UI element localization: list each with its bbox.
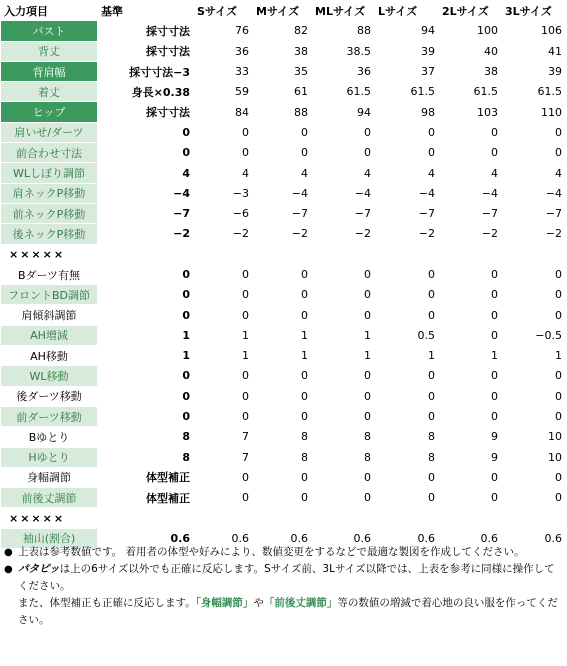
row-label: AH移動 xyxy=(30,349,68,363)
size-value-cell: 0 xyxy=(375,143,438,162)
size-value-cell: 0 xyxy=(364,308,371,322)
size-value-cell: −4 xyxy=(253,184,311,203)
size-value-cell: 0 xyxy=(439,407,501,426)
size-value-cell: −7 xyxy=(312,204,374,223)
size-value-cell: 88 xyxy=(312,21,374,40)
size-value-cell: 0 xyxy=(428,308,435,322)
size-value-cell xyxy=(253,245,311,264)
link-width-adjust[interactable]: 「身幅調節」 xyxy=(195,597,254,609)
table-header-row xyxy=(1,1,565,20)
row-label: 袖山(割合) xyxy=(1,529,97,548)
size-value-cell: 0 xyxy=(253,407,311,426)
row-base-value: 体型補正 xyxy=(146,471,190,485)
size-value-cell: −0.5 xyxy=(502,326,565,345)
size-value-cell: 100 xyxy=(439,21,501,40)
row-label: 肩傾斜調節 xyxy=(21,309,77,323)
size-value-cell: 0 xyxy=(253,488,311,507)
size-value-cell: −2 xyxy=(312,224,374,243)
size-value-cell: 38.5 xyxy=(312,42,374,61)
size-value-cell: 0 xyxy=(301,470,308,484)
row-base-value: 0 xyxy=(182,268,190,281)
row-label: ××××× xyxy=(1,245,97,264)
size-value-cell: 0 xyxy=(312,407,374,426)
size-value-cell: 0 xyxy=(491,268,498,281)
size-value-cell: 0 xyxy=(253,285,311,304)
header-size-l: Lサイズ xyxy=(375,1,438,20)
size-value-cell: 0 xyxy=(194,366,252,385)
size-value-cell: 98 xyxy=(375,102,438,121)
table-row xyxy=(1,346,565,365)
size-value-cell: 0 xyxy=(312,366,374,385)
row-base-value xyxy=(98,508,193,527)
row-base-value: 採寸寸法 xyxy=(98,21,193,40)
bullet-icon: ● xyxy=(4,547,13,558)
size-value-cell: 8 xyxy=(253,448,311,467)
size-value-cell xyxy=(439,508,501,527)
note-3-text-c: 等の数値の増減で着心地の良い服を作ってください。 xyxy=(18,597,558,626)
size-value-cell: 8 xyxy=(375,448,438,467)
size-value-cell: 61 xyxy=(253,82,311,101)
size-value-cell: 1 xyxy=(194,326,252,345)
size-value-cell: −6 xyxy=(194,204,252,223)
row-label: 後ネックP移動 xyxy=(1,224,97,243)
size-value-cell: 1 xyxy=(491,349,498,363)
row-base-value: 1 xyxy=(182,349,190,363)
row-label: 前ダーツ移動 xyxy=(1,407,97,426)
size-value-cell: 0 xyxy=(375,488,438,507)
size-value-cell: −7 xyxy=(253,204,311,223)
table-row xyxy=(1,224,565,243)
size-value-cell: 0 xyxy=(502,407,565,426)
table-row xyxy=(1,427,565,446)
size-value-cell: 0 xyxy=(555,308,562,322)
size-value-cell: −4 xyxy=(502,184,565,203)
row-base-value: 身長×0.38 xyxy=(98,82,193,101)
note-1 xyxy=(4,544,564,561)
row-label: WL移動 xyxy=(1,366,97,385)
size-value-cell: 0 xyxy=(312,488,374,507)
size-value-cell: 0 xyxy=(194,407,252,426)
size-value-cell: 0 xyxy=(364,470,371,484)
size-value-cell: 0 xyxy=(253,123,311,142)
size-value-cell: 0 xyxy=(439,285,501,304)
size-value-cell: 35 xyxy=(253,62,311,81)
row-base-value: 0.6 xyxy=(98,529,193,548)
row-base-value: 0 xyxy=(182,389,190,403)
size-value-cell: 0 xyxy=(242,389,249,403)
size-value-cell: 0.6 xyxy=(312,529,374,548)
size-value-cell: 0 xyxy=(194,143,252,162)
size-value-cell xyxy=(439,245,501,264)
patapi-brand: パタピッ xyxy=(18,563,60,575)
size-value-cell: −4 xyxy=(375,184,438,203)
size-value-cell: 82 xyxy=(253,21,311,40)
size-value-cell: 0 xyxy=(312,123,374,142)
row-base-value: 0 xyxy=(98,285,193,304)
size-value-cell: 8 xyxy=(428,430,435,444)
size-value-cell: 4 xyxy=(312,163,374,182)
size-value-cell: 1 xyxy=(312,326,374,345)
table-row xyxy=(1,82,565,101)
row-label: 肩いせ/ダーツ xyxy=(1,123,97,142)
row-base-value: 8 xyxy=(182,430,190,444)
size-value-cell: 84 xyxy=(194,102,252,121)
size-value-cell: 36 xyxy=(194,42,252,61)
row-label: バスト xyxy=(1,21,97,40)
row-label: 後ダーツ移動 xyxy=(16,390,82,404)
size-value-cell: −7 xyxy=(502,204,565,223)
size-value-cell xyxy=(253,508,311,527)
row-label: ××××× xyxy=(1,508,97,527)
size-value-cell: 0 xyxy=(375,407,438,426)
size-value-cell: 0 xyxy=(194,488,252,507)
size-value-cell: 0 xyxy=(312,143,374,162)
size-value-cell: 76 xyxy=(194,21,252,40)
note-2 xyxy=(4,561,564,595)
row-label: Bダーツ有無 xyxy=(17,268,81,282)
size-value-cell: 0 xyxy=(253,143,311,162)
size-value-cell: 0 xyxy=(375,285,438,304)
size-value-cell: 0 xyxy=(242,268,249,281)
size-value-cell: −7 xyxy=(439,204,501,223)
size-value-cell: 59 xyxy=(194,82,252,101)
table-row xyxy=(1,245,565,264)
size-value-cell: 39 xyxy=(502,62,565,81)
size-value-cell: 0 xyxy=(439,488,501,507)
table-row xyxy=(1,184,565,203)
size-value-cell: 8 xyxy=(312,448,374,467)
row-label: 肩ネックP移動 xyxy=(1,184,97,203)
size-value-cell: 0.6 xyxy=(375,529,438,548)
size-value-cell: 9 xyxy=(491,430,498,444)
table-row xyxy=(1,468,565,487)
size-value-cell: 0 xyxy=(439,123,501,142)
size-value-cell: 0 xyxy=(491,308,498,322)
table-row xyxy=(1,508,565,527)
size-value-cell: 0.6 xyxy=(194,529,252,548)
size-value-cell xyxy=(502,508,565,527)
size-value-cell: 0 xyxy=(312,285,374,304)
size-value-cell: 10 xyxy=(502,448,565,467)
size-value-cell: 94 xyxy=(312,102,374,121)
table-row xyxy=(1,387,565,406)
table-row xyxy=(1,265,565,284)
size-value-cell: 0 xyxy=(502,366,565,385)
row-base-value: 0 xyxy=(98,143,193,162)
size-value-cell: 36 xyxy=(312,62,374,81)
row-base-value: 採寸寸法−3 xyxy=(98,62,193,81)
header-input-item: 入力項目 xyxy=(1,1,97,20)
row-label: 前ネックP移動 xyxy=(1,204,97,223)
header-size-2l: 2Lサイズ xyxy=(439,1,501,20)
table-row xyxy=(1,163,565,182)
row-label: 身幅調節 xyxy=(27,471,71,485)
size-value-cell: 41 xyxy=(502,42,565,61)
row-base-value: 体型補正 xyxy=(98,488,193,507)
row-label: AH増減 xyxy=(1,326,97,345)
size-value-cell: 61.5 xyxy=(375,82,438,101)
size-value-cell: 61.5 xyxy=(502,82,565,101)
header-size-m: Mサイズ xyxy=(253,1,311,20)
size-value-cell xyxy=(375,508,438,527)
table-row xyxy=(1,102,565,121)
link-length-adjust[interactable]: 「前後丈調節」 xyxy=(263,597,338,609)
size-value-cell xyxy=(312,508,374,527)
row-label: 着丈 xyxy=(1,82,97,101)
row-base-value: 0 xyxy=(98,123,193,142)
table-row xyxy=(1,42,565,61)
size-value-cell xyxy=(312,245,374,264)
size-value-cell: 110 xyxy=(502,102,565,121)
size-value-cell: 0.5 xyxy=(375,326,438,345)
row-base-value: 0 xyxy=(98,407,193,426)
note-1-text: 上表は参考数値です。 着用者の体型や好みにより、数値変更をするなどで最適な製図を作成してください。 xyxy=(18,546,525,558)
table-row xyxy=(1,62,565,81)
size-value-cell: 0 xyxy=(253,366,311,385)
size-value-cell: 0 xyxy=(364,389,371,403)
size-value-cell: 38 xyxy=(253,42,311,61)
table-row xyxy=(1,305,565,324)
size-value-cell: −2 xyxy=(502,224,565,243)
size-value-cell: 40 xyxy=(439,42,501,61)
row-label: 前後丈調節 xyxy=(1,488,97,507)
size-value-cell: 0 xyxy=(375,123,438,142)
size-value-cell: 0 xyxy=(301,389,308,403)
size-value-cell: −3 xyxy=(194,184,252,203)
size-value-cell: 0.6 xyxy=(502,529,565,548)
size-value-cell: 88 xyxy=(253,102,311,121)
table-row xyxy=(1,21,565,40)
size-value-cell: 0 xyxy=(428,470,435,484)
size-value-cell: 7 xyxy=(194,448,252,467)
size-value-cell: −4 xyxy=(439,184,501,203)
table-row xyxy=(1,143,565,162)
row-label: ヒップ xyxy=(1,102,97,121)
row-base-value: 採寸寸法 xyxy=(98,42,193,61)
size-value-cell: 9 xyxy=(439,448,501,467)
note-3 xyxy=(4,595,564,629)
row-base-value: 採寸寸法 xyxy=(98,102,193,121)
note-3-text-b: や xyxy=(253,597,264,609)
size-value-cell: 103 xyxy=(439,102,501,121)
table-row xyxy=(1,204,565,223)
note-3-text-a: また、体型補正も正確に反応します。 xyxy=(18,597,196,609)
size-value-cell: 0 xyxy=(242,308,249,322)
row-label: Hゆとり xyxy=(1,448,97,467)
row-label: 背肩幅 xyxy=(1,62,97,81)
size-value-cell: −2 xyxy=(194,224,252,243)
size-value-cell: 0 xyxy=(502,285,565,304)
size-value-cell: −2 xyxy=(375,224,438,243)
row-label: 前合わせ寸法 xyxy=(1,143,97,162)
size-value-cell: 0 xyxy=(428,389,435,403)
size-value-cell: 0 xyxy=(439,143,501,162)
table-row xyxy=(1,488,565,507)
size-value-cell: 8 xyxy=(301,430,308,444)
size-value-cell: 0 xyxy=(502,123,565,142)
size-value-cell: 0 xyxy=(502,488,565,507)
row-label: WLしぼり調節 xyxy=(1,163,97,182)
size-value-cell: 8 xyxy=(364,430,371,444)
size-value-cell: 0 xyxy=(491,389,498,403)
row-label: 背丈 xyxy=(1,42,97,61)
table-row xyxy=(1,407,565,426)
row-base-value: 0 xyxy=(182,308,190,322)
size-value-cell: 4 xyxy=(194,163,252,182)
row-base-value: 0 xyxy=(98,366,193,385)
size-value-cell: 106 xyxy=(502,21,565,40)
row-base-value: 1 xyxy=(98,326,193,345)
size-value-cell: 0 xyxy=(375,366,438,385)
row-base-value: 8 xyxy=(98,448,193,467)
size-value-cell: 0 xyxy=(439,326,501,345)
size-value-cell: 0 xyxy=(301,308,308,322)
row-label: Bゆとり xyxy=(28,430,70,444)
row-base-value: −4 xyxy=(98,184,193,203)
size-value-cell: 0 xyxy=(555,470,562,484)
size-value-cell: 37 xyxy=(375,62,438,81)
size-value-cell: 0.6 xyxy=(439,529,501,548)
table-row xyxy=(1,123,565,142)
size-value-cell: 61.5 xyxy=(439,82,501,101)
size-value-cell: −4 xyxy=(312,184,374,203)
size-value-cell: 0 xyxy=(242,470,249,484)
size-value-cell: 0.6 xyxy=(253,529,311,548)
size-value-cell: 0 xyxy=(194,123,252,142)
size-value-cell: −2 xyxy=(253,224,311,243)
size-value-cell xyxy=(194,508,252,527)
row-base-value: −2 xyxy=(98,224,193,243)
size-value-cell: −7 xyxy=(375,204,438,223)
size-value-cell: 0 xyxy=(502,143,565,162)
header-size-s: Sサイズ xyxy=(194,1,252,20)
size-value-cell xyxy=(502,245,565,264)
size-value-cell: 0 xyxy=(555,389,562,403)
size-value-cell: 0 xyxy=(439,366,501,385)
table-row xyxy=(1,448,565,467)
size-value-cell: 0 xyxy=(428,268,435,281)
size-value-cell: 39 xyxy=(375,42,438,61)
size-value-cell: 38 xyxy=(439,62,501,81)
size-value-cell: 0 xyxy=(301,268,308,281)
row-base-value xyxy=(98,245,193,264)
size-value-cell: 4 xyxy=(253,163,311,182)
size-value-cell: 1 xyxy=(301,349,308,363)
size-value-cell: 0 xyxy=(364,268,371,281)
size-value-cell: 4 xyxy=(439,163,501,182)
size-value-cell: 33 xyxy=(194,62,252,81)
table-row xyxy=(1,285,565,304)
note-2-text: は上の6サイズ以外でも正確に反応します。Sサイズ前、3Lサイズ以降では、上表を参考に同様に操作してください。 xyxy=(18,563,555,592)
size-value-cell: 4 xyxy=(502,163,565,182)
size-value-cell xyxy=(194,245,252,264)
row-base-value: −7 xyxy=(98,204,193,223)
size-value-cell: 94 xyxy=(375,21,438,40)
size-value-cell: 61.5 xyxy=(312,82,374,101)
size-value-cell xyxy=(375,245,438,264)
size-value-cell: 1 xyxy=(242,349,249,363)
bullet-icon: ● xyxy=(4,564,13,575)
row-label: フロントBD調節 xyxy=(1,285,97,304)
header-size-3l: 3Lサイズ xyxy=(502,1,565,20)
size-value-cell: 0 xyxy=(194,285,252,304)
header-base: 基準 xyxy=(98,1,193,20)
row-base-value: 4 xyxy=(98,163,193,182)
size-value-cell: 4 xyxy=(375,163,438,182)
size-value-cell: 1 xyxy=(364,349,371,363)
size-value-cell: 0 xyxy=(555,268,562,281)
header-size-ml: MLサイズ xyxy=(312,1,374,20)
notes-section xyxy=(4,544,564,629)
size-value-cell: 1 xyxy=(555,349,562,363)
table-row xyxy=(1,326,565,345)
table-row xyxy=(1,366,565,385)
size-value-cell: 0 xyxy=(491,470,498,484)
size-value-cell: 1 xyxy=(428,349,435,363)
size-value-cell: 7 xyxy=(242,430,249,444)
size-value-cell: 1 xyxy=(253,326,311,345)
size-value-cell: −2 xyxy=(439,224,501,243)
size-value-cell: 10 xyxy=(548,430,562,444)
